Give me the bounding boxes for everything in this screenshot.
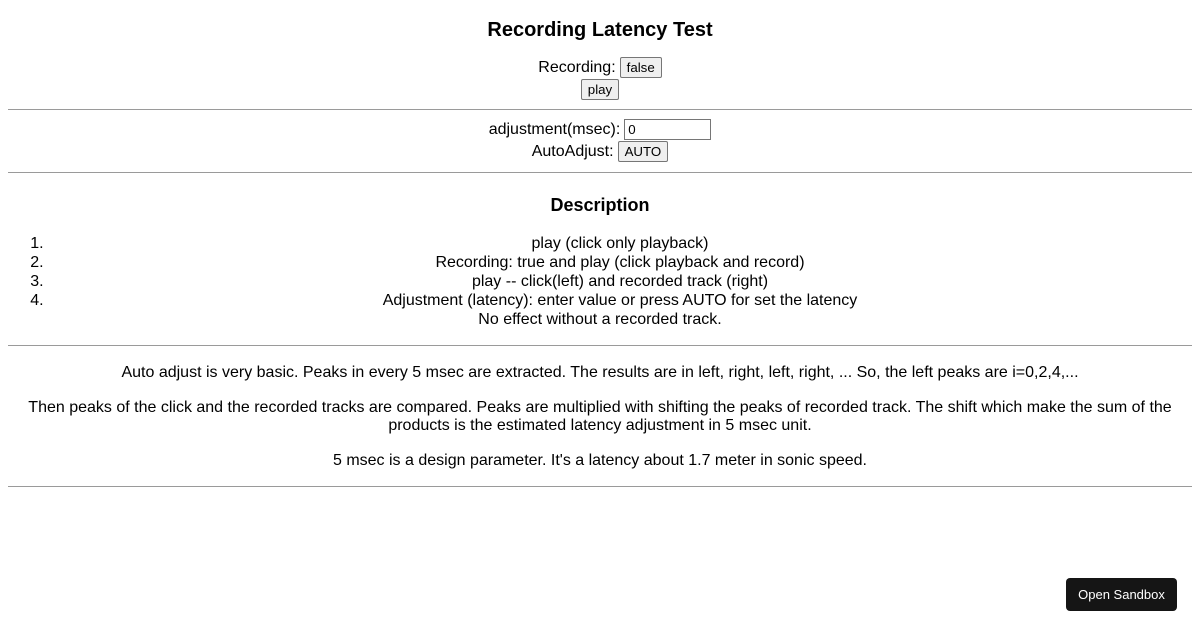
play-button[interactable]: play [581,79,619,100]
description-note: No effect without a recorded track. [478,311,722,328]
explanation-paragraph: Auto adjust is very basic. Peaks in every 5 msec are extracted. The results are in left, right, left, right, ... So, the left peaks are i=0,2,4,... [121,364,1079,381]
auto-adjust-button[interactable]: AUTO [618,141,669,162]
divider [8,345,1192,346]
explanation-paragraph: 5 msec is a design parameter. It's a latency about 1.7 meter in sonic speed. [332,452,867,469]
recording-row [8,57,1192,79]
recording-label: Recording: [538,59,616,76]
auto-adjust-row [8,141,1192,163]
list-item: 3. play -- click(left) and recorded track (right) [48,272,1192,291]
recording-toggle-button[interactable]: false [620,57,662,78]
divider [8,486,1192,487]
list-item: 1. play (click only playback) [48,234,1192,253]
adjustment-label: adjustment(msec): [488,121,621,138]
auto-adjust-label: AutoAdjust: [531,143,614,160]
list-item: 4. Adjustment (latency): enter value or press AUTO for set the latency [48,291,1192,310]
description-steps [8,234,1192,310]
adjustment-row [8,119,1192,141]
divider [8,109,1192,110]
page-content [8,0,1192,487]
open-sandbox-button[interactable]: Open Sandbox [1066,578,1177,611]
divider [8,172,1192,173]
list-item: 2. Recording: true and play (click playback and record) [48,253,1192,272]
description-heading: Description [550,195,650,215]
explanation-paragraph: Then peaks of the click and the recorded tracks are compared. Peaks are multiplied with shifting the peaks of recorded track. The shift which make the sum of the products is the estimated latency adjustment in 5 msec unit. [28,399,1172,434]
adjustment-input[interactable] [624,119,711,140]
page-title: Recording Latency Test [487,19,713,41]
play-row [8,79,1192,101]
